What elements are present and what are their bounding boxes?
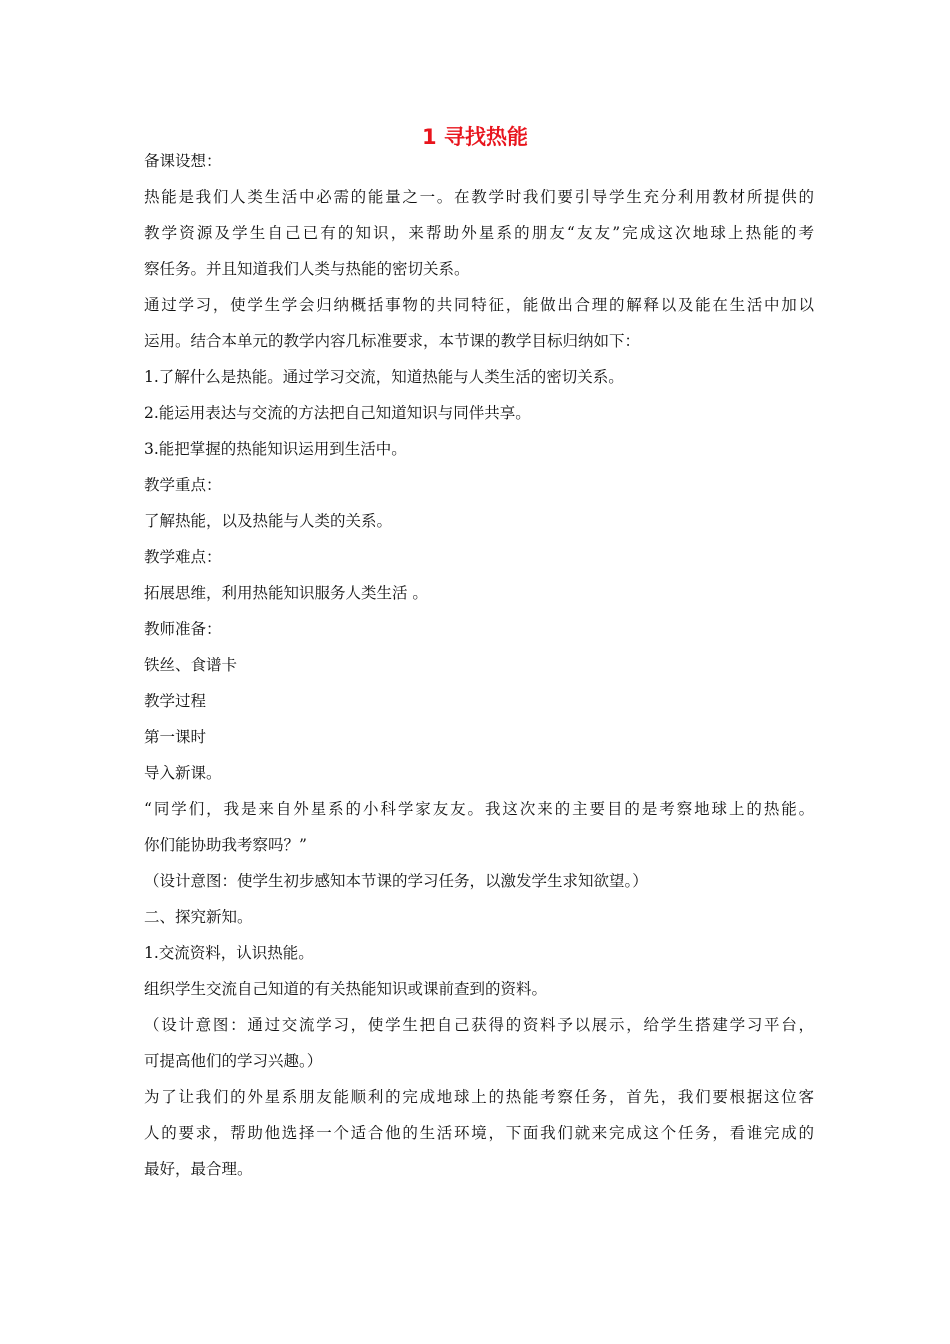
- text-line-key-point: 了解热能，以及热能与人类的关系。: [144, 512, 393, 530]
- text-line-goal-2: 2.能运用表达与交流的方法把自己知道知识与同伴共享。: [144, 404, 531, 422]
- text-line-first-lesson: 第一课时: [144, 728, 207, 746]
- text-line-section-2: 二、探究新知。: [144, 908, 253, 926]
- text-line-difficulty: 拓展思维，利用热能知识服务人类生活 。: [144, 584, 428, 602]
- text-line-goal-3: 3.能把掌握的热能知识运用到生活中。: [144, 440, 407, 458]
- text-line-quote-a: “同学们，我是来自外星系的小科学家友友。我这次来的主要目的是考察地球上的热能。: [144, 800, 814, 818]
- text-line-quote-b: 你们能协助我考察吗？”: [144, 836, 307, 854]
- text-line-paragraph-1c: 察任务。并且知道我们人类与热能的密切关系。: [144, 260, 470, 278]
- text-line-lesson-design-heading: 备课设想：: [144, 152, 222, 170]
- text-line-design-intent-1: （设计意图：使学生初步感知本节课的学习任务，以激发学生求知欲望。）: [144, 872, 648, 890]
- text-line-paragraph-2b: 运用。结合本单元的教学内容几标准要求，本节课的教学目标归纳如下：: [144, 332, 641, 350]
- text-line-task-c: 最好，最合理。: [144, 1160, 253, 1178]
- text-line-preparation-heading: 教师准备：: [144, 620, 222, 638]
- text-line-intro: 导入新课。: [144, 764, 222, 782]
- text-line-task-a: 为了让我们的外星系朋友能顺利的完成地球上的热能考察任务，首先，我们要根据这位客: [144, 1088, 814, 1106]
- text-line-preparation: 铁丝、食谱卡: [144, 656, 238, 674]
- text-line-process-heading: 教学过程: [144, 692, 207, 710]
- text-line-task-b: 人的要求，帮助他选择一个适合他的生活环境，下面我们就来完成这个任务，看谁完成的: [144, 1124, 814, 1142]
- text-line-design-intent-2a: （设计意图：通过交流学习，使学生把自己获得的资料予以展示，给学生搭建学习平台，: [144, 1016, 814, 1034]
- text-line-paragraph-1b: 教学资源及学生自己已有的知识，来帮助外星系的朋友“友友”完成这次地球上热能的考: [144, 224, 814, 242]
- document-title: 1 寻找热能: [422, 125, 528, 149]
- text-line-goal-1: 1.了解什么是热能。通过学习交流，知道热能与人类生活的密切关系。: [144, 368, 624, 386]
- text-line-design-intent-2b: 可提高他们的学习兴趣。）: [144, 1052, 323, 1070]
- text-line-key-point-heading: 教学重点：: [144, 476, 222, 494]
- text-line-paragraph-2a: 通过学习，使学生学会归纳概括事物的共同特征，能做出合理的解释以及能在生活中加以: [144, 296, 814, 314]
- text-line-step-1: 1.交流资料，认识热能。: [144, 944, 314, 962]
- text-line-difficulty-heading: 教学难点：: [144, 548, 222, 566]
- text-line-step-1-detail: 组织学生交流自己知道的有关热能知识或课前查到的资料。: [144, 980, 548, 998]
- text-line-paragraph-1a: 热能是我们人类生活中必需的能量之一。在教学时我们要引导学生充分利用教材所提供的: [144, 188, 814, 206]
